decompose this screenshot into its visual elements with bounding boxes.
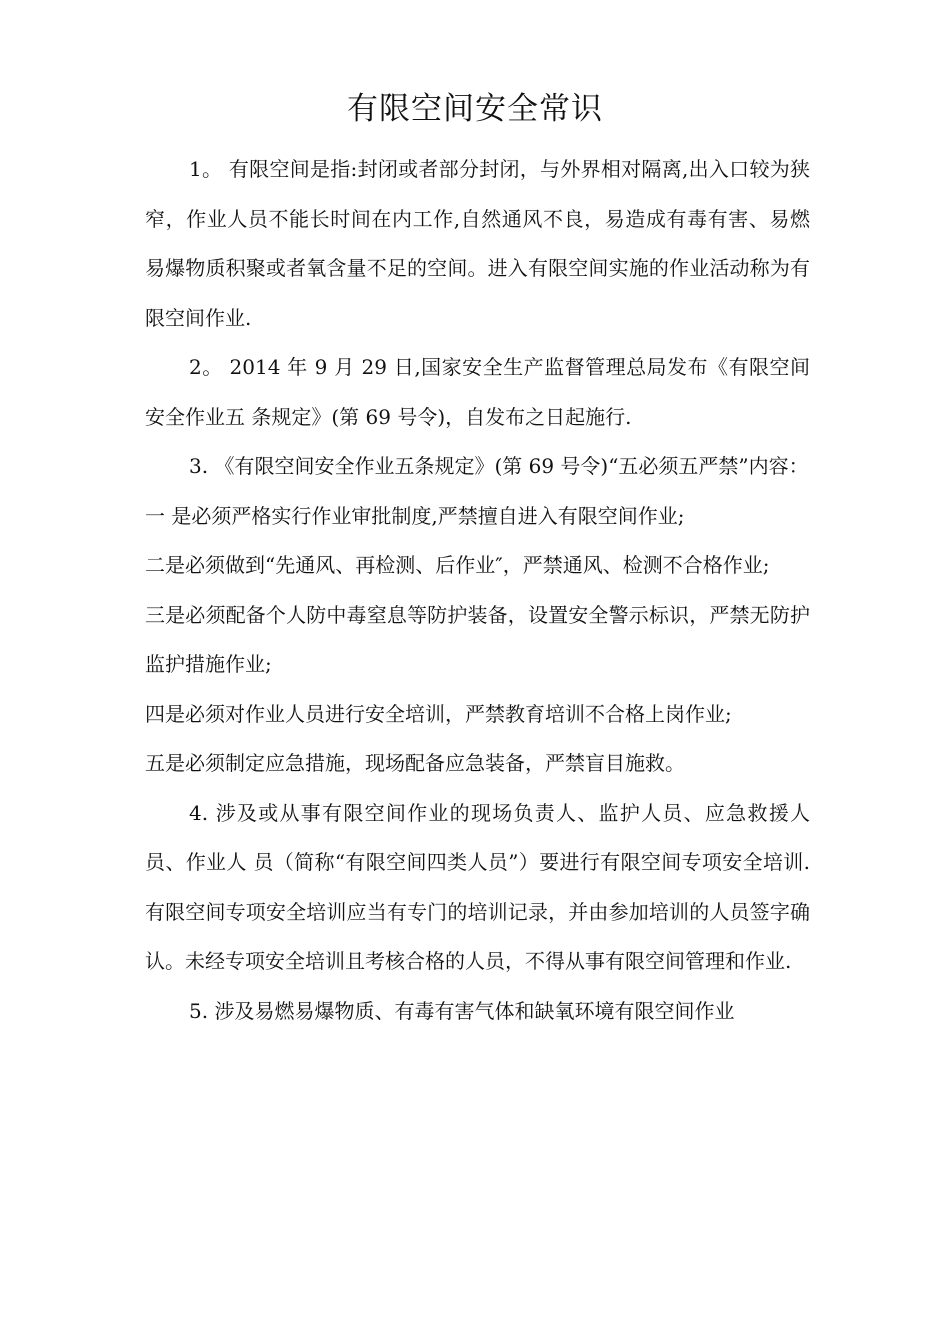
rule-item-3: 三是必须配备个人防中毒窒息等防护装备，设置安全警示标识，严禁无防护监护措施作业; (145, 602, 810, 676)
paragraph-3: 3. 《有限空间安全作业五条规定》(第 69 号令)“五必须五严禁”内容： (189, 454, 809, 478)
paragraph-2: 2。 2014 年 9 月 29 日,国家安全生产监督管理总局发布《有限空间安全作业五 条规定》(第 69 号令)，自发布之日起施行. (145, 355, 810, 429)
document-body (145, 145, 810, 1036)
paragraph-5: 5. 涉及易燃易爆物质、有毒有害气体和缺氧环境有限空间作业 (189, 998, 735, 1023)
paragraph-1: 1。 有限空间是指:封闭或者部分封闭，与外界相对隔离,出入口较为狭窄，作业人员不能长时间在内工作,自然通风不良，易造成有毒有害、易燃易爆物质积聚或者氧含量不足的空间。进入有限空间实施的作业活动称为有限空间作业. (145, 157, 810, 330)
rule-item-2: 二是必须做到“先通风、再检测、后作业″，严禁通风、检测不合格作业; (145, 553, 770, 577)
paragraph-4: 4. 涉及或从事有限空间作业的现场负责人、监护人员、应急救援人员、作业人 员（简称“有限空间四类人员”）要进行有限空间专项安全培训.有限空间专项安全培训应当有专门的培训记录，并由参加培训的人员签字确认。未经专项安全培训且考核合格的人员，不得从事有限空间管理和作业. (145, 800, 810, 973)
page-title: 有限空间安全常识 (347, 91, 603, 127)
rule-item-4: 四是必须对作业人员进行安全培训，严禁教育培训不合格上岗作业; (145, 701, 732, 726)
rule-item-1: 一 是必须严格实行作业审批制度,严禁擅自进入有限空间作业; (145, 503, 685, 528)
rule-item-5: 五是必须制定应急措施，现场配备应急装备，严禁盲目施救。 (145, 751, 685, 775)
